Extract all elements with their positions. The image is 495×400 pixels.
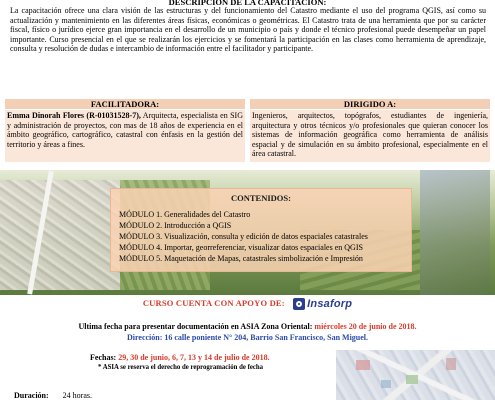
insaforp-logo-icon [293,298,305,310]
deadline-line [0,322,495,331]
facilitadora-name: Emma Dinorah Flores (R-01031528-7), [7,111,141,120]
module-item: MÓDULO 2. Introducción a QGIS [119,221,232,230]
deadline-date: miércoles 20 de junio de 2018. [314,322,417,331]
dirigido-heading: DIRIGIDO A: [250,99,490,109]
contenidos-heading: CONTENIDOS: [231,193,291,203]
module-item: MÓDULO 1. Generalidades del Catastro [119,210,251,219]
support-line [0,298,495,310]
map-block [381,380,391,388]
facilitadora-bio: Arquitecta, especialista en SIG y administración de proyectos, con mas de 18 años de experiencia en el ámbito geográfico, cartográfico, catastral con énfasis en la gestión del territorio y áreas a fines. [7,111,243,149]
photo-river-area [420,170,490,295]
map-block [446,358,456,370]
photo-city-area [0,180,120,290]
dates-label: Fechas: [90,353,117,362]
facilitadora-heading: FACILITADORA: [5,99,245,109]
description-heading: DESCRIPCION DE LA CAPACITACION: [168,0,327,7]
support-text: CURSO CUENTA CON APOYO DE: [142,298,285,308]
map-block [406,375,418,384]
dates-line [90,353,270,362]
facilitadora-text [5,110,245,162]
deadline-label: Ultima fecha para presentar documentación en ASIA Zona Oriental: [78,322,313,331]
description-text: La capacitación ofrece una clara visión de las estructuras y del funcionamiento del Catastro mediante el uso del programa QGIS, así como su actualización y mantenimiento en las diferentes áreas físicas, económicas o geométricas. El Catastro trata de una herramienta que por su carácter fiscal, físico o jurídico ejerce gran importancia en el desarrollo de un municipio o país y donde el técnico profesional puede desempeñar un papel importante. Curso presencial en el que se realizarán los ejercicios y se fomentará la participación en las clases como herramienta de aprendizaje, consulta y resolución de dudas e intercambio de información entre el facilitador y participante. [10,6,486,54]
module-item: MÓDULO 5. Maquetación de Mapas, catastrales simbolización e Impresión [119,254,363,263]
address-line: Dirección: 16 calle poniente N° 204, Barrio San Francisco, San Miguel. [126,333,369,342]
insaforp-logo-name: Insaforp [307,298,353,311]
insaforp-logo [293,298,352,310]
dates-value: 29, 30 de junio, 6, 7, 13 y 14 de julio de 2018. [118,353,270,362]
dirigido-text: Ingenieros, arquitectos, topógrafos, estudiantes de ingeniería, arquitectura y otros técnicos y/o profesionales que quieran conocer los sistemas de información geográfica como herramienta de análisis espacial y de simulación en su ámbito profesional, especialmente en el área catastral. [250,110,490,162]
duration-label: Duración: [14,391,49,400]
module-item: MÓDULO 4. Importar, georreferenciar, visualizar datos espaciales en QGIS [119,243,363,252]
map-block [356,360,370,370]
duration-line [14,391,92,400]
city-map-image [336,350,495,400]
contenidos-box [110,188,412,272]
module-item: MÓDULO 3. Visualización, consulta y edición de datos espaciales catastrales [119,232,368,241]
reprogramming-note: * ASIA se reserva el derecho de reprogramación de fecha [98,364,264,371]
duration-value: 24 horas. [62,391,92,400]
